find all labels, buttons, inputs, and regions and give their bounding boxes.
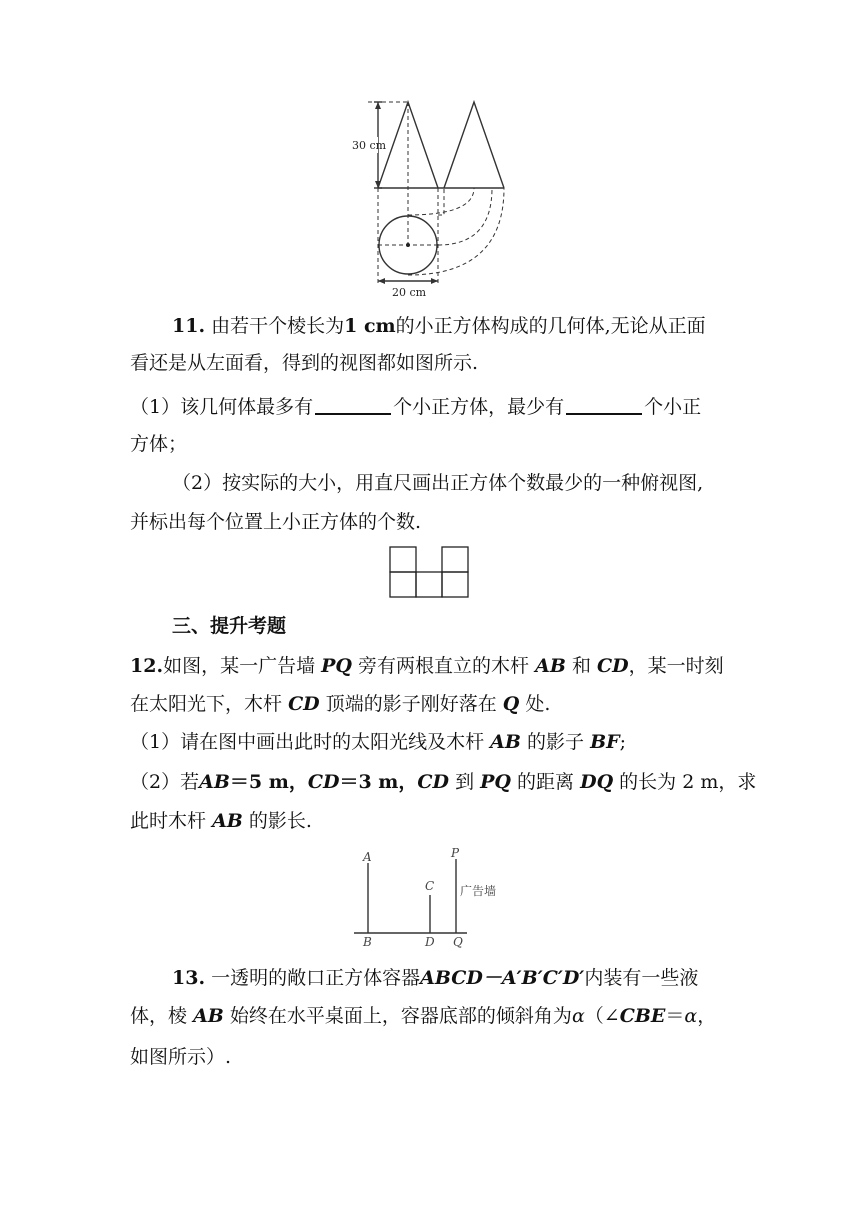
label-C: C — [425, 879, 435, 893]
wall-label: 广告墙 — [460, 884, 497, 898]
view-grid-figure — [389, 546, 471, 600]
width-dimension-label: 20 cm — [392, 286, 427, 299]
q11-line1: 11. 由若干个棱长为1 cm的小正方体构成的几何体,无论从正面 — [172, 315, 706, 337]
q12-part1: （1）请在图中画出此时的太阳光线及木杆 AB 的影子 BF; — [130, 731, 627, 753]
q12-line2: 在太阳光下，木杆 CD 顶端的影子刚好落在 Q 处. — [130, 693, 551, 715]
q11-part1-line2: 方体； — [130, 433, 188, 455]
cone-views-figure — [340, 95, 520, 300]
answer-blank-min — [566, 395, 642, 415]
q12-line1: 12.如图，某一广告墙 PQ 旁有两根直立的木杆 AB 和 CD，某一时刻 — [130, 655, 724, 677]
q13-line3: 如图所示）. — [130, 1046, 232, 1068]
height-dimension-label: 30 cm — [352, 139, 387, 152]
q13-line1: 13. 一透明的敞口正方体容器ABCD－A′B′C′D′内装有一些液 — [172, 967, 699, 989]
q11-part2-line2: 并标出每个位置上小正方体的个数. — [130, 511, 422, 533]
q12-part2-line2: 此时木杆 AB 的影长. — [130, 810, 312, 832]
q12-part2-line1: （2）若AB＝5 m，CD＝3 m，CD 到 PQ 的距离 DQ 的长为 2 m，求 — [130, 771, 757, 793]
label-Q: Q — [453, 935, 463, 949]
label-P: P — [451, 846, 460, 860]
label-A: A — [363, 850, 372, 864]
q11-part1: （1）该几何体最多有 个小正方体，最少有 个小正 — [130, 396, 702, 418]
answer-blank-max — [315, 395, 391, 415]
poles-wall-figure — [352, 845, 517, 950]
q11-part2-line1: （2）按实际的大小，用直尺画出正方体个数最少的一种俯视图, — [172, 472, 704, 494]
label-B: B — [363, 935, 372, 949]
q11-line2: 看还是从左面看，得到的视图都如图所示. — [130, 352, 479, 374]
q13-line2: 体，棱 AB 始终在水平桌面上，容器底部的倾斜角为α（∠CBE＝α， — [130, 1005, 717, 1027]
label-D: D — [425, 935, 435, 949]
section-title: 三、提升考题 — [172, 615, 287, 637]
